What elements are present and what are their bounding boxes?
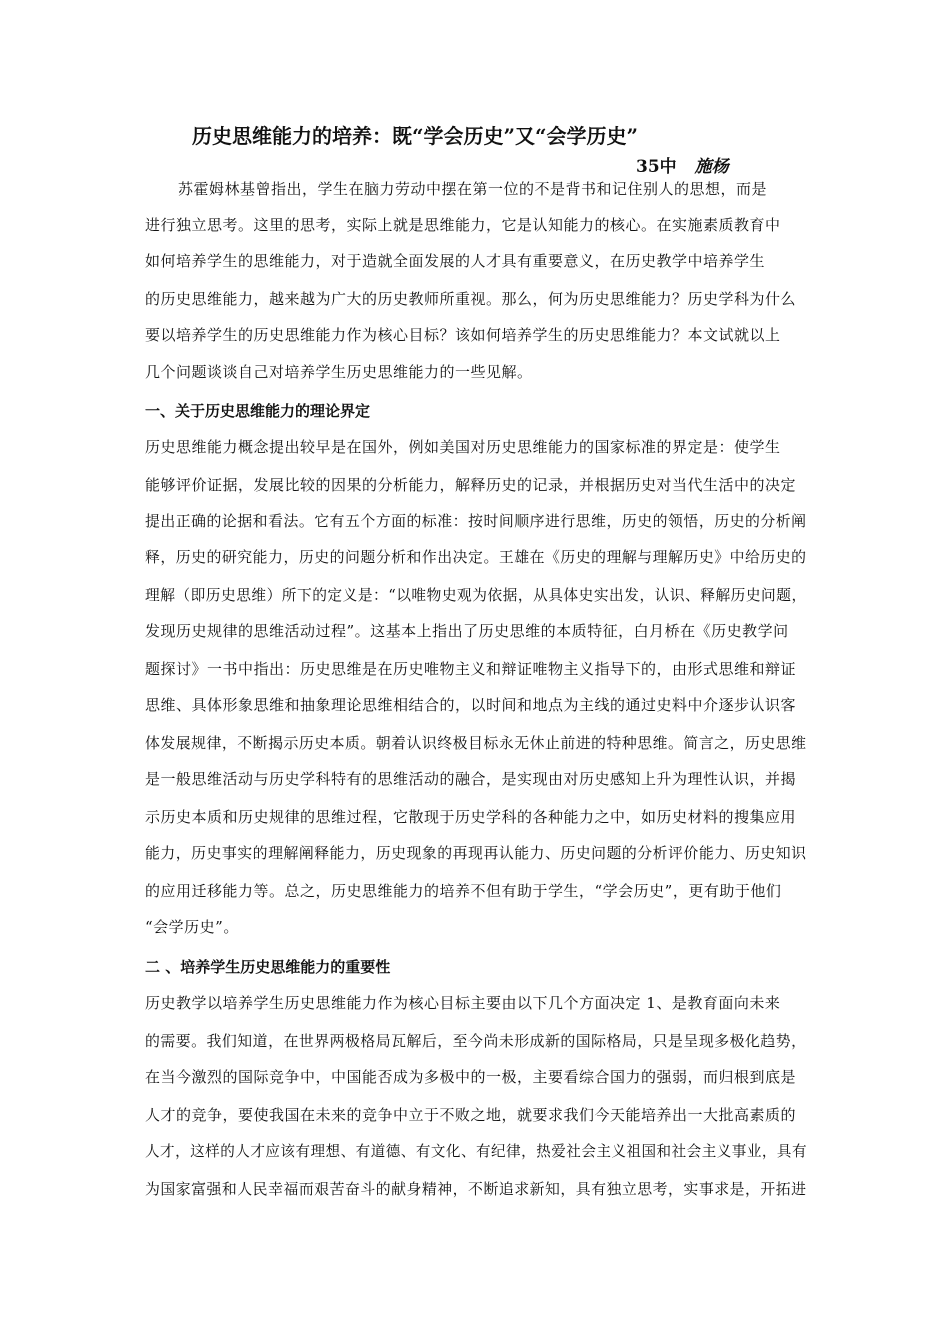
text-line: 如何培养学生的思维能力，对于造就全面发展的人才具有重要意义，在历史教学中培养学生 [145, 252, 766, 270]
text-line: 人才，这样的人才应该有理想、有道德、有文化、有纪律，热爱社会主义祖国和社会主义事业，具有 [145, 1142, 808, 1160]
text-line: “会学历史”。 [145, 918, 239, 936]
text-line: 在当今激烈的国际竞争中，中国能否成为多极中的一极，主要看综合国力的强弱，而归根到底是 [145, 1068, 797, 1086]
text-line: 的应用迁移能力等。总之，历史思维能力的培养不但有助于学生，“学会历史”，更有助于他们 [145, 882, 782, 900]
author-name: 施杨 [694, 157, 729, 177]
text-line: 要以培养学生的历史思维能力作为核心目标？该如何培养学生的历史思维能力？本文试就以上 [145, 326, 781, 344]
text-line: 题探讨》一书中指出：历史思维是在历史唯物主义和辩证唯物主义指导下的，由形式思维和辩证 [145, 660, 797, 678]
section-1-heading: 一、关于历史思维能力的理论界定 [145, 402, 371, 420]
text-line: 的历史思维能力，越来越为广大的历史教师所重视。那么，何为历史思维能力？历史学科为什么 [145, 290, 797, 308]
text-line: 发现历史规律的思维活动过程”。这基本上指出了历史思维的本质特征，白月桥在《历史教学问 [145, 622, 789, 640]
text-line: 释，历史的研究能力，历史的问题分析和作出决定。王雄在《历史的理解与理解历史》中给历史的 [145, 548, 807, 566]
text-line: 的需要。我们知道，在世界两极格局瓦解后，至今尚未形成新的国际格局，只是呈现多极化趋势， [145, 1032, 807, 1050]
text-line: 体发展规律，不断揭示历史本质。朝着认识终极目标永无休止前进的特种思维。简言之，历史思维 [145, 734, 807, 752]
text-line: 人才的竞争，要使我国在未来的竞争中立于不败之地，就要求我们今天能培养出一大批高素质的 [145, 1106, 797, 1124]
document-title: 历史思维能力的培养：既“学会历史”又“会学历史” [192, 124, 639, 148]
text-line: 提出正确的论据和看法。它有五个方面的标准：按时间顺序进行思维，历史的领悟，历史的分析阐 [145, 512, 807, 530]
section-2-heading: 二 、培养学生历史思维能力的重要性 [145, 958, 391, 976]
text-line: 能力，历史事实的理解阐释能力，历史现象的再现再认能力、历史问题的分析评价能力、历史知识 [145, 844, 807, 862]
text-line: 几个问题谈谈自己对培养学生历史思维能力的一些见解。 [145, 363, 533, 381]
text-line: 思维、具体形象思维和抽象理论思维相结合的，以时间和地点为主线的通过史料中介逐步认识客 [145, 696, 797, 714]
text-line: 理解（即历史思维）所下的定义是：“以唯物史观为依据，从具体史实出发，认识、释解历史问题， [145, 586, 807, 604]
author-line [636, 152, 729, 177]
text-line: 是一般思维活动与历史学科特有的思维活动的融合，是实现由对历史感知上升为理性认识，并揭 [145, 770, 797, 788]
text-line: 苏霍姆林基曾指出，学生在脑力劳动中摆在第一位的不是背书和记住别人的思想，而是 [178, 180, 768, 198]
text-line: 历史教学以培养学生历史思维能力作为核心目标主要由以下几个方面决定 1、是教育面向未来 [145, 994, 781, 1012]
text-line: 示历史本质和历史规律的思维过程，它散现于历史学科的各种能力之中，如历史材料的搜集应用 [145, 808, 797, 826]
author-school: 35中 [636, 157, 677, 177]
text-line: 进行独立思考。这里的思考，实际上就是思维能力，它是认知能力的核心。在实施素质教育中 [145, 216, 781, 234]
text-line: 能够评价证据，发展比较的因果的分析能力，解释历史的记录，并根据历史对当代生活中的决定 [145, 476, 797, 494]
text-line: 为国家富强和人民幸福而艰苦奋斗的献身精神，不断追求新知，具有独立思考，实事求是，开拓进 [145, 1180, 807, 1198]
text-line: 历史思维能力概念提出较早是在国外，例如美国对历史思维能力的国家标准的界定是：使学生 [145, 438, 781, 456]
